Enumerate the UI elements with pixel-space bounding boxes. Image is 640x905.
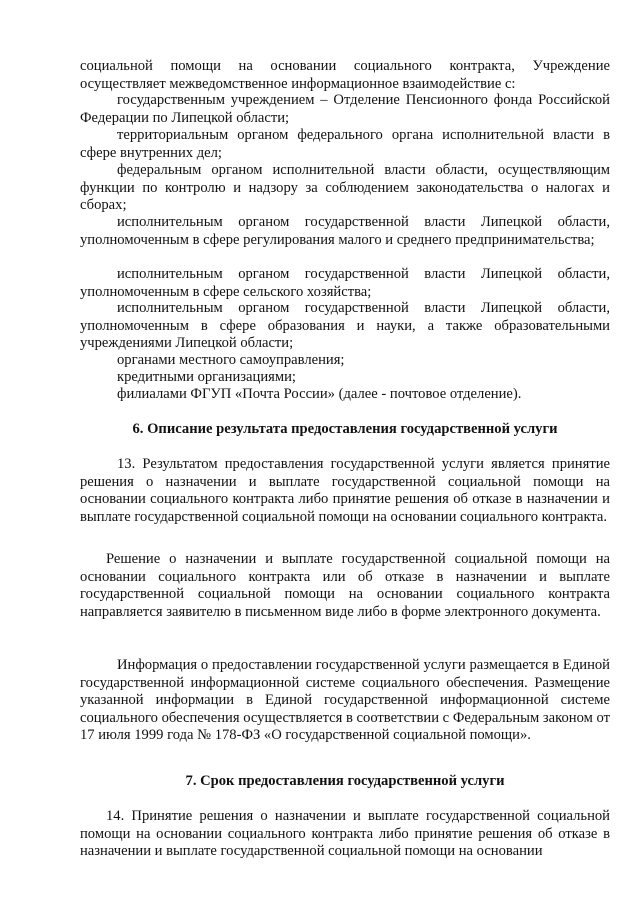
section-heading-term: 7. Срок предоставления государственной услуги xyxy=(185,773,505,789)
list-item-internal-affairs: территориальным органом федерального органа исполнительной власти в сфере внутренних дел; xyxy=(80,127,610,161)
paragraph-result-13: 13. Результатом предоставления государственной услуги является принятие решения о назначении и выплате государственной социальной помощи на основании социального контракта либо принятие решения об отказе в назначении и выплате государственной социальной помощи на основании социального контракта. xyxy=(80,456,610,525)
paragraph-decision-notice: Решение о назначении и выплате государственной социальной помощи на основании социального контракта или об отказе в назначении и выплате государственной социальной помощи на основании социального контракта направляется заявителю в письменном виде либо в форме электронного документа. xyxy=(80,551,610,620)
paragraph-interaction-intro: социальной помощи на основании социального контракта, Учреждение осуществляет межведомственное информационное взаимодействие с: xyxy=(80,58,610,92)
list-item-pension-fund: государственным учреждением – Отделение Пенсионного фонда Российской Федерации по Липецкой области; xyxy=(80,92,610,126)
list-item-local-government: органами местного самоуправления; xyxy=(117,352,345,368)
list-item-tax-authority: федеральным органом исполнительной власти области, осуществляющим функции по контролю и надзору за соблюдением законодательства о налогах и сборах; xyxy=(80,162,610,214)
paragraph-term-14: 14. Принятие решения о назначении и выплате государственной социальной помощи на основании социального контракта либо принятие решения об отказе в назначении и выплате государственной социальной помощи на основании xyxy=(80,808,610,860)
list-item-post-office: филиалами ФГУП «Почта России» (далее - почтовое отделение). xyxy=(117,386,522,402)
paragraph-information-system: Информация о предоставлении государственной услуги размещается в Единой государственной информационной системе социального обеспечения. Размещение указанной информации в Единой государственной информационной системе социального обеспечения осуществляется в соответствии с Федеральным законом от 17 июля 1999 года № 178-ФЗ «О государственной социальной помощи». xyxy=(80,657,610,744)
list-item-business-authority: исполнительным органом государственной власти Липецкой области, уполномоченным в сфере регулирования малого и среднего предпринимательства; xyxy=(80,214,610,248)
list-item-education-authority: исполнительным органом государственной власти Липецкой области, уполномоченным в сфере образования и науки, а также образовательными учреждениями Липецкой области; xyxy=(80,300,610,352)
list-item-agriculture-authority: исполнительным органом государственной власти Липецкой области, уполномоченным в сфере сельского хозяйства; xyxy=(80,266,610,300)
section-heading-result: 6. Описание результата предоставления государственной услуги xyxy=(132,421,558,437)
list-item-credit-organizations: кредитными организациями; xyxy=(117,369,296,385)
